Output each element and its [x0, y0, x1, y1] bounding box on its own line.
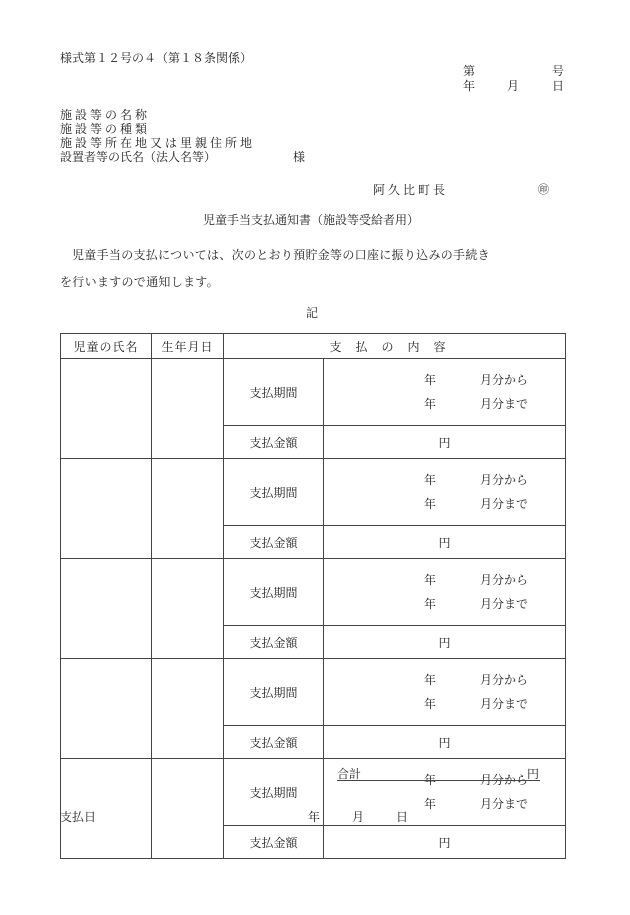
amount-label: 支払金額 [224, 726, 324, 759]
birthdate-cell[interactable] [152, 559, 224, 659]
period-from-year: 年 [424, 373, 437, 388]
doc-no-suffix: 号 [552, 64, 565, 78]
table-row [61, 559, 566, 626]
table-row [61, 659, 566, 726]
amount-yen: 円 [438, 435, 451, 450]
table-header-row [61, 334, 566, 359]
period-to-year: 年 [424, 597, 437, 612]
period-to-month: 月分まで [480, 797, 529, 812]
period-to-month: 月分まで [480, 397, 529, 412]
period-to-year: 年 [424, 697, 437, 712]
period-to-month: 月分まで [480, 497, 529, 512]
birthdate-cell[interactable] [152, 359, 224, 459]
amount-value-cell[interactable] [324, 526, 566, 559]
body-text-line2: を行いますので通知します。 [60, 275, 219, 289]
birthdate-cell[interactable] [152, 759, 224, 859]
period-from-year: 年 [424, 473, 437, 488]
period-from-month: 月分から [480, 373, 529, 388]
amount-yen: 円 [438, 635, 451, 650]
amount-value-cell[interactable] [324, 826, 566, 859]
operator-name-label: 設置者等の氏名（法人名等） [60, 150, 217, 164]
col-header-birthdate: 生年月日 [152, 334, 224, 359]
document-title: 児童手当支払通知書（施設等受給者用） [203, 213, 420, 227]
doc-no-prefix: 第 [463, 64, 476, 78]
amount-yen: 円 [438, 735, 451, 750]
amount-label: 支払金額 [224, 526, 324, 559]
period-from-year: 年 [424, 573, 437, 588]
amount-value-cell[interactable] [324, 426, 566, 459]
period-to-year: 年 [424, 397, 437, 412]
period-label: 支払期間 [224, 359, 324, 426]
period-to-year: 年 [424, 497, 437, 512]
child-name-cell[interactable] [61, 559, 152, 659]
period-value-cell[interactable] [324, 459, 566, 526]
seal-mark: ㊞ [538, 183, 549, 196]
payment-date-month: 月 [352, 810, 365, 824]
child-name-cell[interactable] [61, 459, 152, 559]
facility-address-label: 施設等所在地又は里親住所地 [60, 136, 256, 150]
period-label: 支払期間 [224, 659, 324, 726]
period-from-year: 年 [424, 773, 437, 788]
form-number: 様式第１２号の４（第１８条関係） [60, 51, 253, 65]
honorific: 様 [293, 150, 306, 164]
amount-label: 支払金額 [224, 426, 324, 459]
period-label: 支払期間 [224, 559, 324, 626]
period-to-year: 年 [424, 797, 437, 812]
period-to-month: 月分まで [480, 597, 529, 612]
total-label: 合計 [337, 767, 362, 781]
col-header-payment-details: 支払の内容 [224, 334, 566, 359]
birthdate-cell[interactable] [152, 659, 224, 759]
amount-value-cell[interactable] [324, 626, 566, 659]
date-year: 年 [463, 79, 476, 93]
sender-name: 阿久比町長 [373, 183, 449, 197]
amount-yen: 円 [438, 535, 451, 550]
amount-label: 支払金額 [224, 626, 324, 659]
col-header-child-name: 児童の氏名 [61, 334, 152, 359]
period-label: 支払期間 [224, 759, 324, 826]
child-name-cell[interactable] [61, 359, 152, 459]
period-from-year: 年 [424, 673, 437, 688]
period-value-cell[interactable] [324, 359, 566, 426]
payment-date-year: 年 [308, 810, 321, 824]
period-value-cell[interactable] [324, 559, 566, 626]
period-from-month: 月分から [480, 673, 529, 688]
amount-label: 支払金額 [224, 826, 324, 859]
total-line[interactable] [337, 765, 540, 781]
facility-type-label: 施設等の種類 [60, 122, 151, 136]
period-value-cell[interactable] [324, 659, 566, 726]
table-row [61, 459, 566, 526]
date-day: 日 [552, 79, 565, 93]
date-month: 月 [507, 79, 520, 93]
facility-name-label: 施設等の名称 [60, 108, 151, 122]
table-row [61, 359, 566, 426]
birthdate-cell[interactable] [152, 459, 224, 559]
ki-label: 記 [306, 306, 319, 320]
child-name-cell[interactable] [61, 659, 152, 759]
period-from-month: 月分から [480, 573, 529, 588]
amount-value-cell[interactable] [324, 726, 566, 759]
period-from-month: 月分から [480, 773, 529, 788]
period-from-month: 月分から [480, 473, 529, 488]
amount-yen: 円 [438, 835, 451, 850]
payment-date-day: 日 [396, 810, 409, 824]
body-text-line1: 児童手当の支払については、次のとおり預貯金等の口座に振り込みの手続き [72, 248, 490, 262]
payment-date-label: 支払日 [60, 810, 97, 824]
period-label: 支払期間 [224, 459, 324, 526]
total-yen: 円 [527, 767, 540, 781]
period-to-month: 月分まで [480, 697, 529, 712]
